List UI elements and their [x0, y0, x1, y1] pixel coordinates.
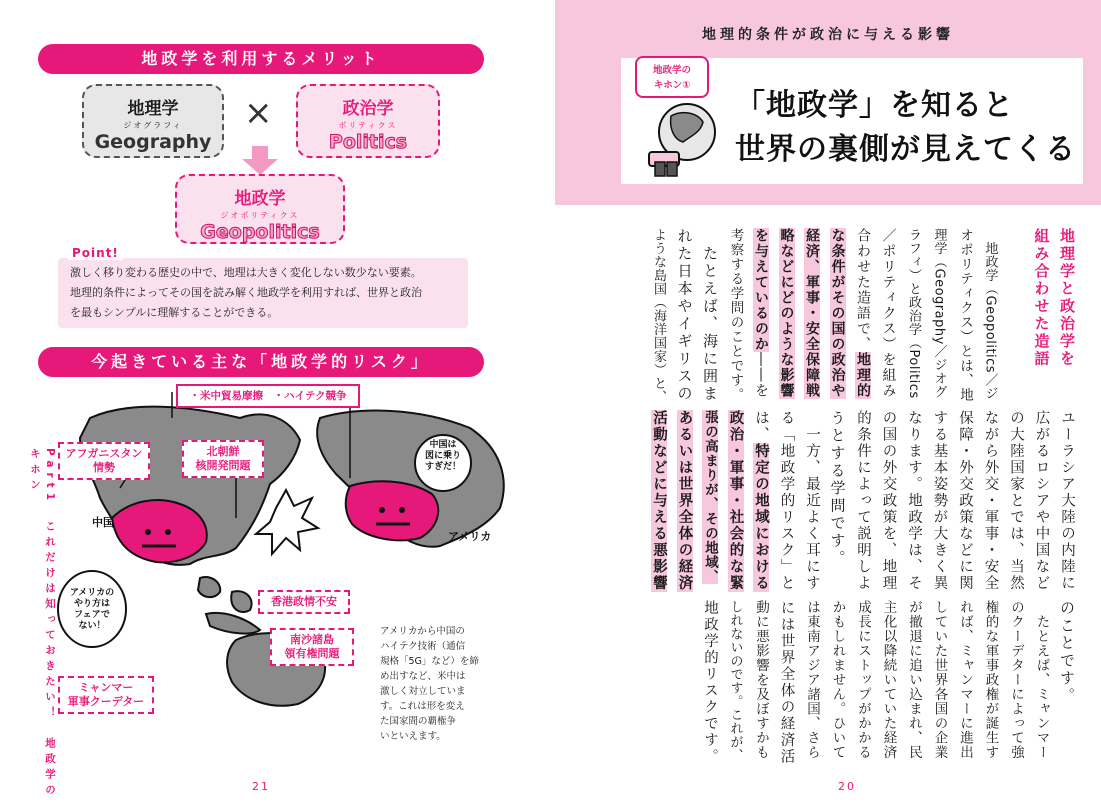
body-text-column	[851, 228, 874, 399]
left-page	[0, 0, 530, 810]
body-text-column: れば、ミャンマーに進出	[957, 600, 973, 760]
down-arrow-icon	[240, 146, 280, 176]
kihon-badge	[635, 56, 709, 98]
body-text-column	[826, 228, 849, 399]
body-text-column	[724, 410, 747, 592]
spratly-label-line: 南沙諸島	[290, 633, 334, 646]
geography-en: Geography	[94, 131, 212, 153]
geography-box	[82, 84, 224, 158]
caption-line: め出すなど、米中は	[380, 671, 466, 682]
body-text-column: たとえば、ミャンマー	[1033, 600, 1050, 760]
body-text-column: の国の外交政策を、地理	[880, 410, 897, 592]
body-text-column	[673, 410, 696, 592]
body-text-column: する基本姿勢が大きく異	[931, 410, 948, 592]
headline-line-1: 「地政学」を知ると	[735, 88, 1014, 123]
body-text-column: れた日本やイギリスの	[675, 228, 694, 403]
bubble-line: すぎだ！	[424, 462, 461, 472]
globe-binoculars-icon	[641, 96, 725, 182]
times-sign: ×	[244, 93, 273, 133]
geopolitics-ruby: ジオポリティクス	[220, 211, 300, 220]
body-text-column: 的条件によって説明しよ	[855, 410, 871, 592]
bubble-line: 図に乗り	[424, 451, 461, 461]
body-text-column	[698, 410, 721, 584]
merit-heading: 地政学を利用するメリット	[38, 44, 484, 74]
page-number-left: 21	[252, 780, 270, 793]
politics-en: Politics	[328, 131, 408, 153]
page-number-right: 20	[838, 780, 856, 793]
geopolitics-box	[175, 174, 345, 244]
body-text-column: していた世界各国の企業	[931, 600, 948, 760]
body-text-column	[800, 228, 823, 399]
body-text-column	[749, 410, 772, 592]
highlighted-text: 政治・軍事・社会的な緊	[727, 410, 744, 592]
text-run: は、	[753, 410, 769, 443]
body-text-column: 地政学的リスクです。	[702, 600, 718, 765]
geography-jp: 地理学	[127, 99, 179, 119]
body-text-column: は東南アジア諸国、さら	[804, 600, 820, 760]
body-text-column	[749, 228, 772, 399]
spratly-label-line: 領有権問題	[284, 647, 340, 660]
afghanistan-label-line: アフガニスタン	[65, 447, 143, 460]
point-label: Point!	[68, 246, 123, 260]
bubble-line: 中国は	[429, 440, 457, 450]
hongkong-label: 香港政情不安	[258, 590, 350, 614]
headline-line-2: 世界の裏側が見えてくる	[735, 132, 1076, 167]
geopolitics-jp: 地政学	[234, 189, 286, 209]
body-text-column: る「地政学的リスク」と	[778, 410, 795, 592]
caption-line: いといえます。	[380, 731, 446, 742]
highlighted-text: あるいは世界全体の経済	[676, 410, 693, 592]
afghanistan-label	[58, 442, 150, 480]
geopolitics-en: Geopolitics	[200, 221, 320, 243]
section-heading-column: 地理学と政治学を	[1058, 228, 1076, 368]
body-text-column: 動に悪影響を及ぼすかも	[753, 600, 769, 760]
body-text-column: 考察する学問のことです。	[727, 228, 744, 402]
north-korea-label-line: 核開発問題	[195, 459, 251, 472]
myanmar-label	[58, 676, 154, 714]
running-header: Part1 これだけは知っておきたい！ 地政学のキホン	[29, 448, 56, 800]
body-text-column: には世界全体の経済活	[778, 600, 795, 765]
body-text-column: 地政学（Geopolitics／ジ	[982, 228, 998, 401]
body-text-column	[775, 228, 798, 399]
body-text-column: ／ポリティクス）を組み	[880, 228, 897, 399]
caption-line: 激しく対立していま	[380, 686, 466, 697]
body-text-column: 権的な軍事政権が誕生す	[982, 600, 999, 760]
body-text-column: 一方、最近よく耳にす	[804, 410, 820, 592]
body-text-column: 主化以降続いていた経済	[880, 600, 897, 760]
body-text-column: ユーラシア大陸の内陸に	[1059, 410, 1075, 592]
afghanistan-label-line: 情勢	[93, 461, 115, 474]
north-korea-label-line: 北朝鮮	[206, 445, 240, 458]
myanmar-label-line: 軍事クーデター	[67, 695, 145, 708]
body-text-column: が撤退に追い込まれ、民	[906, 600, 922, 760]
politics-box	[296, 84, 440, 158]
caption-line: た国家間の覇権争	[380, 716, 457, 727]
badge-line: 地政学の	[652, 65, 691, 76]
body-text-column: なります。地政学は、そ	[906, 410, 922, 592]
body-text-column: のことです。	[1058, 600, 1076, 705]
badge-line: キホン①	[653, 80, 691, 91]
body-text-column: ラフィ）と政治学（Politics	[906, 228, 921, 399]
point-line: 激しく移り変わる歴史の中で、地理は大きく変化しない数少ない要素。	[70, 266, 422, 279]
text-run: 合わせた造語で、	[855, 228, 871, 352]
body-text-column: かもしれません。ひいて	[829, 600, 846, 760]
body-text-column: のクーデターによって強	[1008, 600, 1024, 760]
bubble-line: フェアで	[74, 610, 110, 620]
section-heading-column: 組み合わせた造語	[1032, 228, 1051, 368]
body-text-column	[647, 410, 670, 592]
highlighted-text: 特定の地域における	[753, 443, 769, 592]
china-speech-bubble	[420, 440, 466, 473]
caption-line: アメリカから中国の	[380, 626, 465, 637]
point-line: を最もシンプルに理解することができる。	[70, 306, 279, 319]
highlighted-text: 経済、軍事・安全保障戦	[804, 228, 820, 399]
right-page	[555, 0, 1101, 810]
america-label: アメリカ	[448, 530, 492, 543]
body-text-column: 保障・外交政策などに関	[957, 410, 973, 592]
body-text-column: 成長にストップがかかる	[855, 600, 871, 760]
america-speech-bubble	[64, 588, 120, 632]
geography-ruby: ジオグラフィ	[123, 121, 183, 130]
body-text-column: しれないのです。これが、	[727, 600, 743, 762]
caption-line: 規格「5G」など）を締	[380, 656, 479, 667]
bubble-line: やり方は	[73, 599, 110, 609]
risk-heading: 今起きている主な「地政学的リスク」	[38, 347, 484, 377]
body-text-column: の大陸国家とでは、当然	[1008, 410, 1024, 592]
spread-title: 地理的条件が政治に与える影響	[702, 27, 954, 43]
caption-line: ハイテク技術（通信	[380, 641, 466, 652]
politics-ruby: ポリティクス	[338, 121, 398, 130]
body-text-column: たとえば、海に囲ま	[701, 228, 719, 403]
body-text-column: うとする学問です。	[828, 410, 847, 568]
body-text-column: ながら外交・軍事・安全	[982, 410, 999, 592]
spratly-label	[270, 628, 354, 666]
highlighted-text: 活動などに与える悪影響	[651, 410, 667, 592]
body-text-column: 広がるロシアや中国など	[1033, 410, 1050, 592]
highlighted-text: 地理的	[855, 352, 871, 399]
map-caption	[380, 624, 500, 744]
highlighted-text: 略などにどのような影響	[778, 228, 795, 399]
myanmar-label-line: ミャンマー	[78, 681, 134, 694]
highlighted-text: を与えているのか	[753, 228, 769, 352]
caption-line: す。これは形を変え	[380, 701, 465, 712]
point-line: 地理的条件によってその国を読み解く地政学を利用すれば、世界と政治	[70, 286, 422, 299]
politics-jp: 政治学	[342, 99, 394, 119]
trade-tension-label: ・米中貿易摩擦 ・ハイテク競争	[176, 384, 360, 408]
text-run: ――を	[753, 352, 769, 399]
north-korea-label	[182, 440, 264, 478]
body-text-column: 理学（Geography／ジオグ	[931, 228, 947, 399]
highlighted-text: な条件がその国の政治や	[829, 228, 846, 399]
body-text-column: ような島国（海洋国家）と、	[651, 228, 666, 404]
china-label: 中国	[92, 516, 114, 529]
bubble-line: アメリカの	[69, 588, 115, 598]
bubble-line: ない！	[78, 621, 106, 631]
body-text-column: オポリティクス）とは、地	[957, 228, 973, 402]
highlighted-text: 張の高まりが、その地域、	[702, 410, 718, 584]
